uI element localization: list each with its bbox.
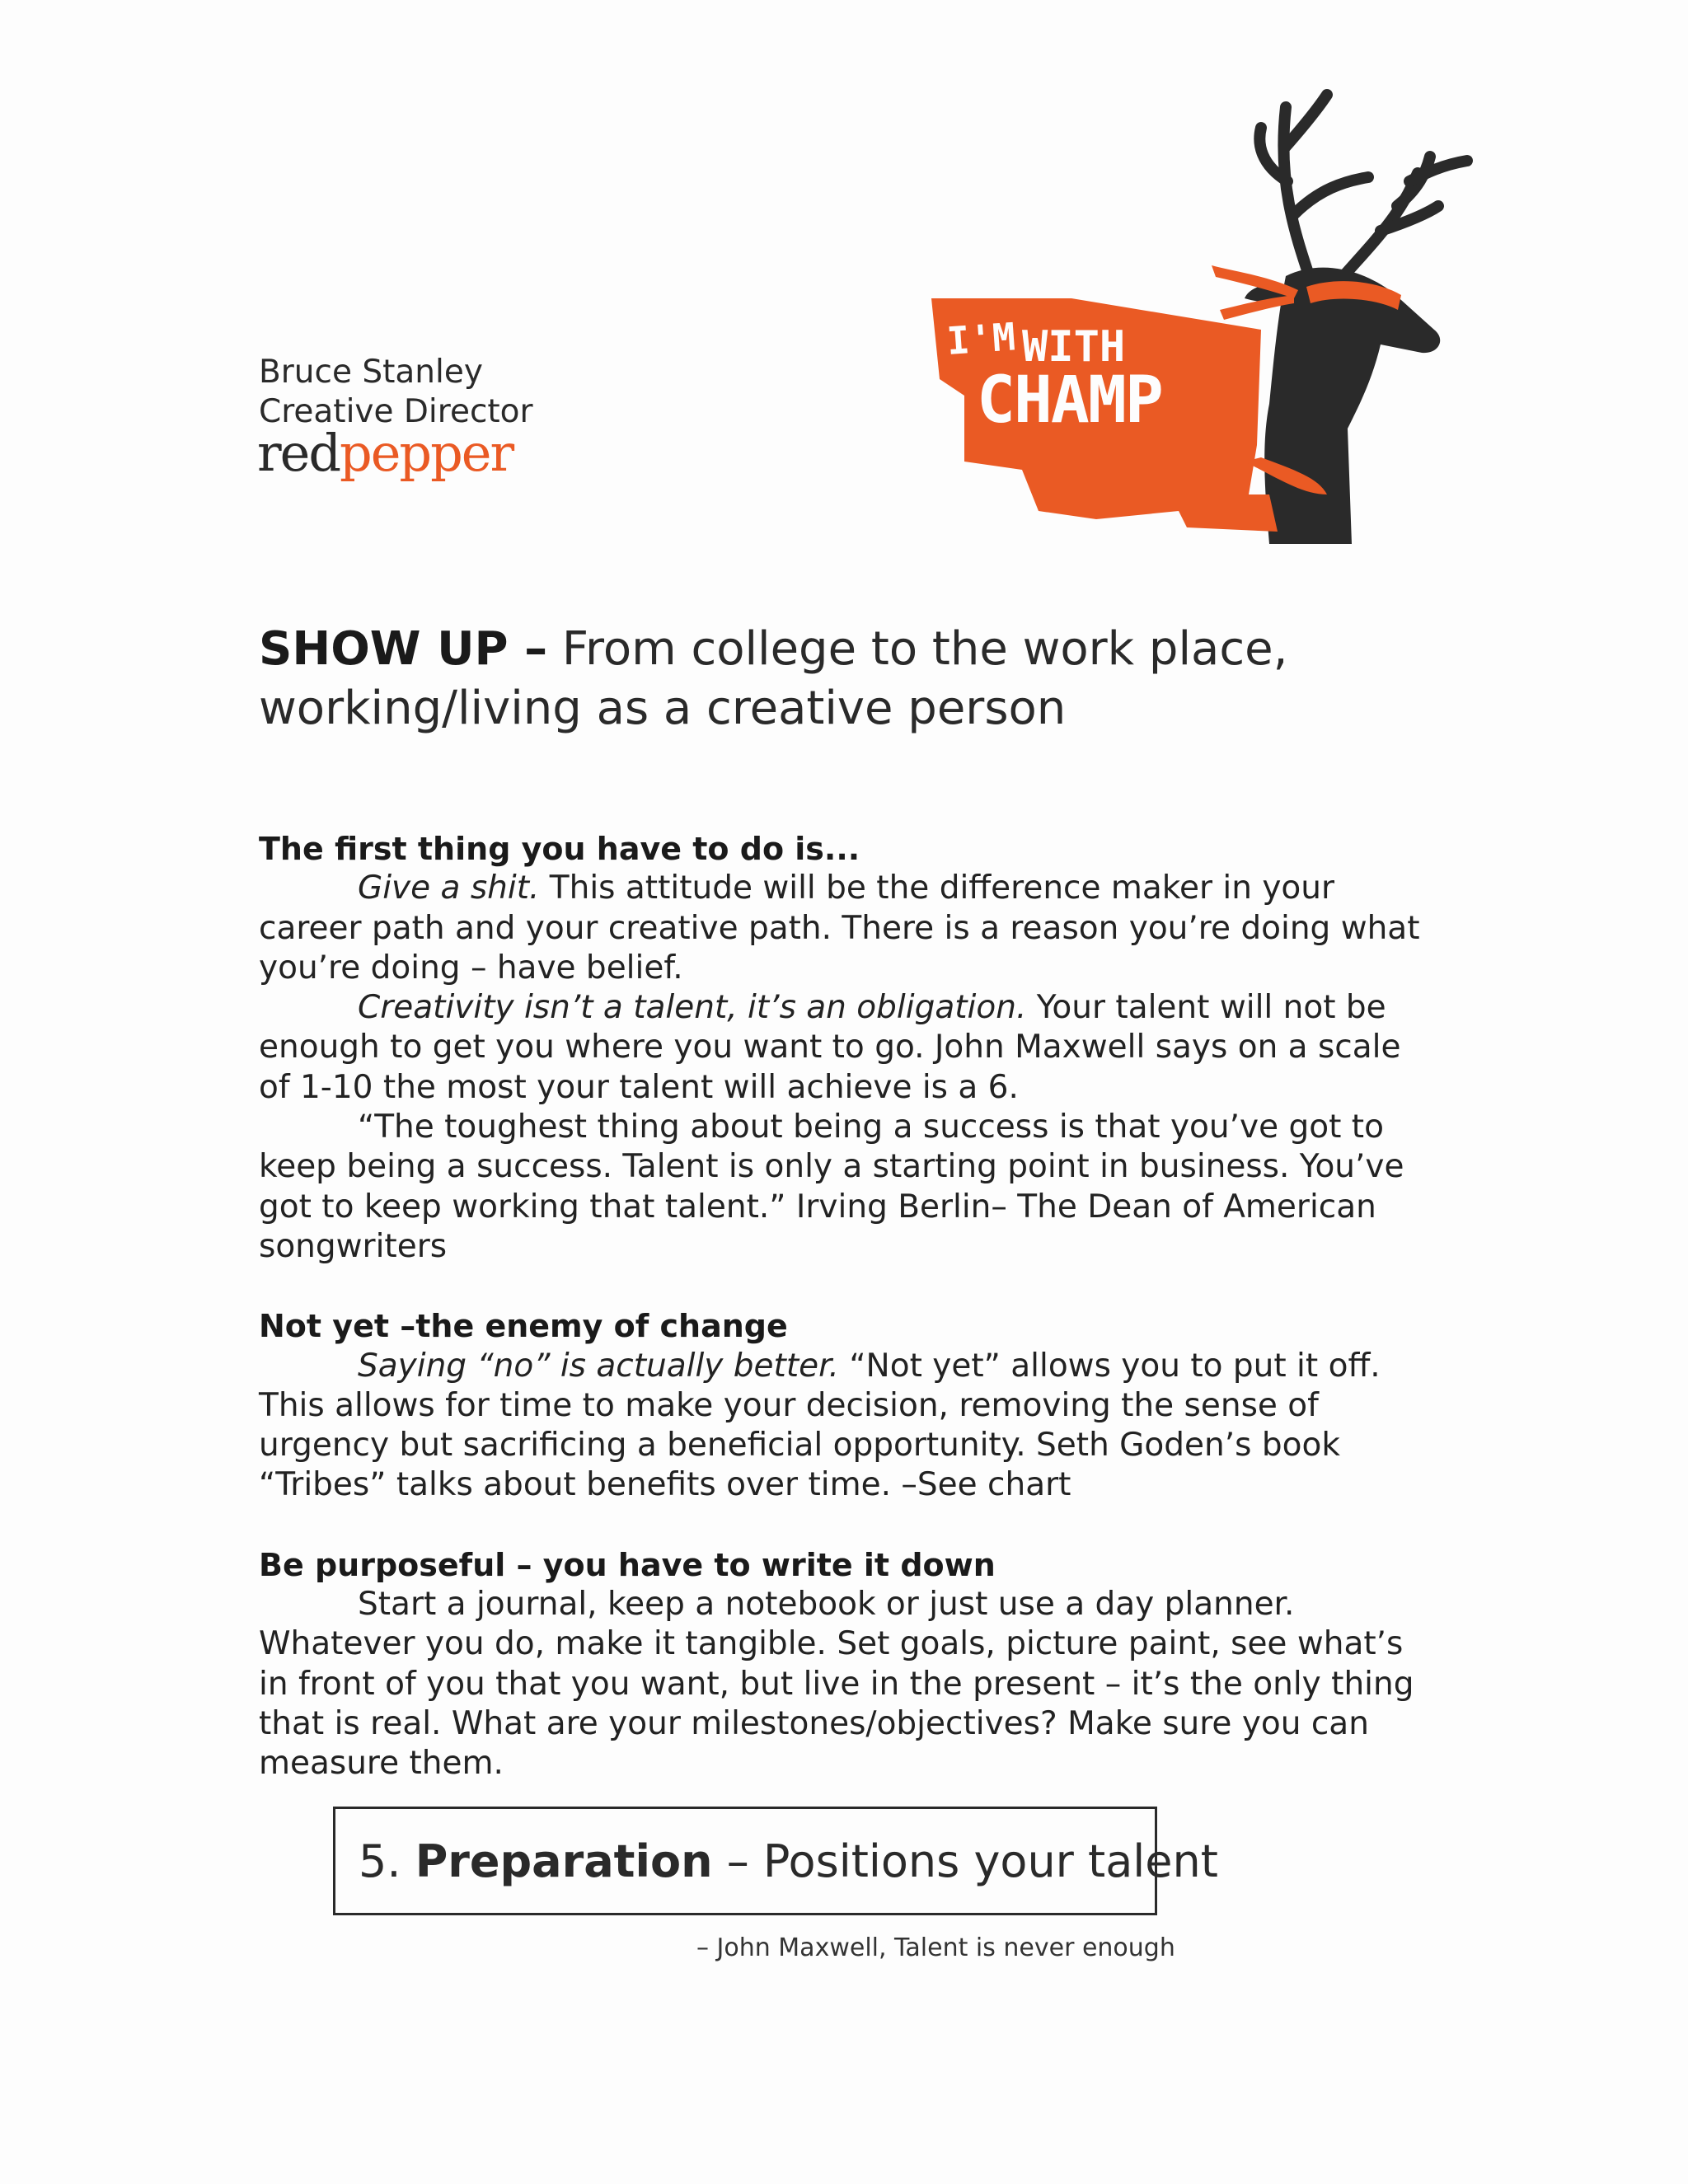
section-heading-be-purposeful: Be purposeful – you have to write it down [259, 1546, 996, 1583]
author-title: Creative Director [259, 393, 533, 430]
author-block [259, 353, 533, 432]
quote-paragraph: “The toughest thing about being a success is that you’ve got to keep being a success. Talent is only a starting point in business. You’ve got to keep working that talent.” Irving Berlin– The Dean of American songwriters [259, 1108, 1404, 1265]
section-heading-not-yet: Not yet –the enemy of change [259, 1308, 788, 1345]
paragraph: Give a shit. This attitude will be the difference maker in your career path and your creative path. There is a reason you’re doing what you’re doing – have belief. [259, 869, 1420, 987]
deer-champ-logo [931, 82, 1492, 544]
page-title [259, 620, 1495, 738]
logo-text-im: I'M [945, 314, 1017, 363]
logo-text-with: WITH [1022, 322, 1126, 372]
paragraph: Creativity isn’t a talent, it’s an obligation. Your talent will not be enough to get you where you want to go. John Maxwell says on a scale of 1-10 the most your talent will achieve is a 6. [259, 989, 1401, 1106]
callout-box [333, 1807, 1218, 1915]
article-body [259, 829, 1429, 1784]
title-line2: working/living as a creative person [259, 682, 1067, 735]
brand-red: red [257, 423, 340, 483]
title-line1: From college to the work place, [547, 622, 1288, 676]
title-bold: SHOW UP – [259, 622, 548, 676]
paragraph: Saying “no” is actually better. “Not yet” allows you to put it off. This allows for time to make your decision, removing the sense of urgency but sacrificing a beneficial opportunity. Seth Goden’s book “Tribes” talks about benefits over time. –See chart [259, 1347, 1381, 1504]
paragraph: Start a journal, keep a notebook or just use a day planner. Whatever you do, make it tangible. Set goals, picture paint, see what’s in front of you that you want, but live in the present – it’s the only thing that is real. What are your milestones/objectives? Make sure you can measure them. [259, 1586, 1414, 1783]
author-name: Bruce Stanley [259, 354, 483, 391]
callout-attribution: – John Maxwell, Talent is never enough [696, 1933, 1175, 1962]
section-heading-first-thing: The first thing you have to do is... [259, 831, 860, 867]
brand-pepper: pepper [340, 423, 513, 483]
brand-logo [257, 424, 513, 482]
logo-text-champ: CHAMP [977, 363, 1162, 438]
callout-text: 5. Preparation – Positions your talent [359, 1835, 1218, 1887]
